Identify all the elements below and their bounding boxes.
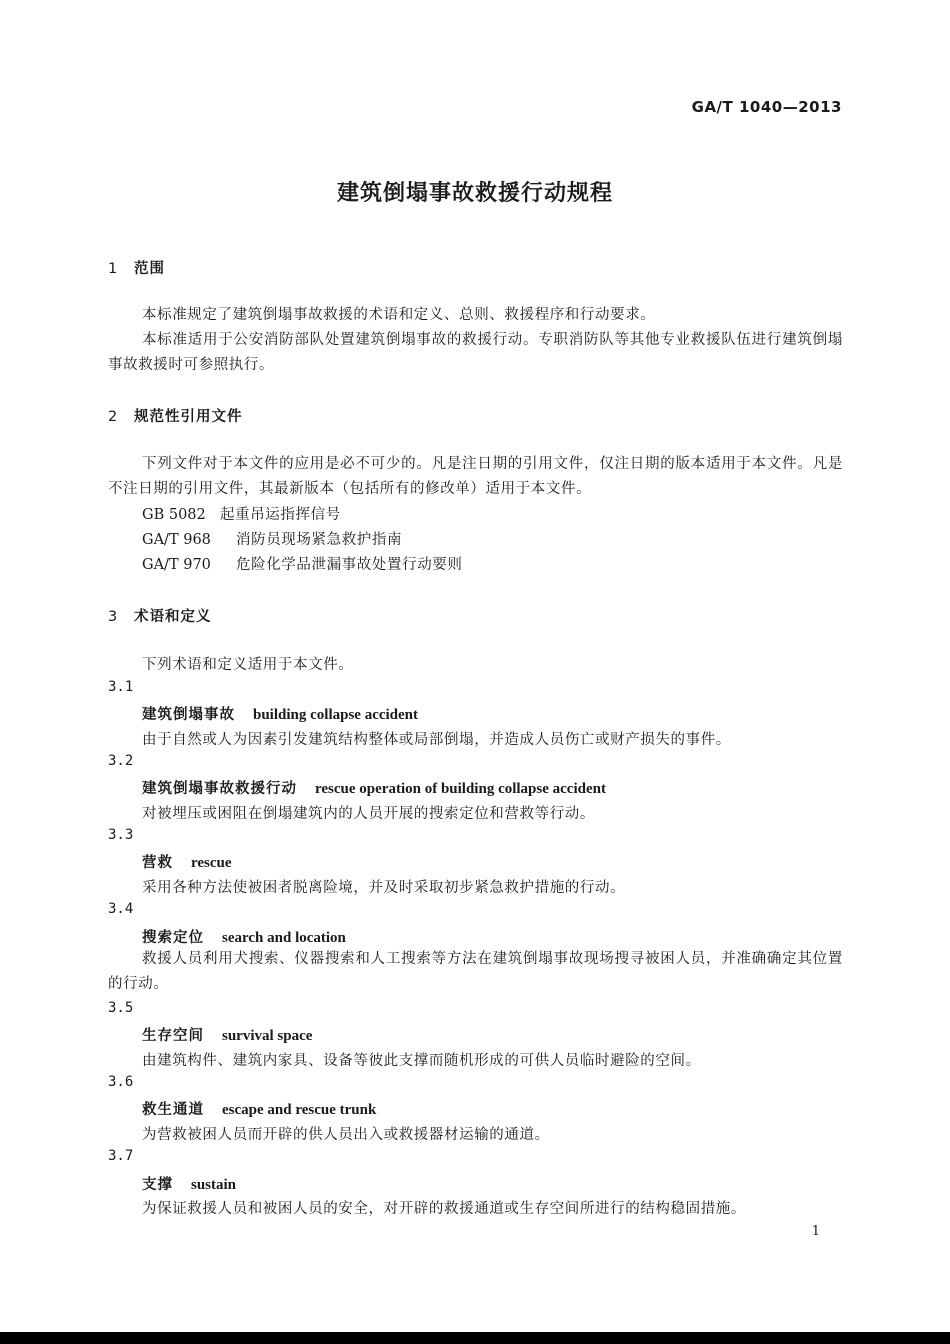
reference-item	[142, 503, 341, 524]
term-heading	[142, 777, 606, 798]
term-definition: 为营救被困人员而开辟的供人员出入或救援器材运输的通道。	[142, 1127, 550, 1143]
term-definition: 由建筑构件、建筑内家具、设备等彼此支撑而随机形成的可供人员临时避险的空间。	[142, 1053, 701, 1069]
term-english: building collapse accident	[253, 707, 419, 723]
term-heading	[142, 703, 418, 724]
term-chinese: 营救	[142, 855, 173, 871]
term-chinese: 建筑倒塌事故救援行动	[142, 781, 297, 797]
section-3-intro: 下列术语和定义适用于本文件。	[142, 657, 354, 673]
term-english: escape and rescue trunk	[222, 1102, 377, 1118]
term-chinese: 建筑倒塌事故	[142, 707, 235, 723]
term-number: 3.2	[108, 753, 134, 769]
term-number: 3.1	[108, 679, 134, 695]
reference-code: GB 5082	[142, 507, 206, 523]
section-number: 1	[108, 261, 119, 277]
section-number: 3	[108, 609, 119, 625]
term-english: survival space	[222, 1028, 313, 1044]
term-heading	[142, 1024, 312, 1045]
section-1-heading	[108, 257, 165, 278]
section-number: 2	[108, 409, 119, 425]
section-2-intro: 下列文件对于本文件的应用是必不可少的。凡是注日期的引用文件，仅注日期的版本适用于本文件。凡是不注日期的引用文件，其最新版本（包括所有的修改单）适用于本文件。	[108, 456, 843, 497]
term-heading	[142, 926, 346, 947]
term-chinese: 救生通道	[142, 1102, 204, 1118]
reference-code: GA/T 968	[142, 532, 211, 548]
term-definition: 采用各种方法使被困者脱离险境，并及时采取初步紧急救护措施的行动。	[142, 880, 626, 896]
term-heading	[142, 1098, 376, 1119]
term-number: 3.4	[108, 901, 134, 917]
term-english: rescue operation of building collapse accident	[315, 781, 606, 797]
term-english: sustain	[191, 1177, 237, 1193]
term-heading	[142, 1173, 236, 1194]
section-title: 术语和定义	[134, 609, 212, 625]
term-number: 3.7	[108, 1148, 134, 1164]
section-title: 范围	[134, 261, 165, 277]
term-english: rescue	[191, 855, 232, 871]
term-chinese: 生存空间	[142, 1028, 204, 1044]
reference-name: 危险化学品泄漏事故处置行动要则	[236, 557, 463, 573]
term-chinese: 支撑	[142, 1177, 173, 1193]
reference-name: 消防员现场紧急救护指南	[236, 532, 403, 548]
reference-item	[142, 553, 463, 574]
section-1-paragraph-1: 本标准规定了建筑倒塌事故救援的术语和定义、总则、救援程序和行动要求。	[142, 307, 656, 323]
term-definition: 为保证救援人员和被困人员的安全，对开辟的救援通道或生存空间所进行的结构稳固措施。	[142, 1201, 746, 1217]
term-definition: 救援人员利用犬搜索、仪器搜索和人工搜索等方法在建筑倒塌事故现场搜寻被困人员，并准确确定其位置的行动。	[108, 951, 843, 992]
section-title: 规范性引用文件	[134, 409, 243, 425]
reference-code: GA/T 970	[142, 557, 211, 573]
term-definition: 由于自然或人为因素引发建筑结构整体或局部倒塌，并造成人员伤亡或财产损失的事件。	[142, 732, 731, 748]
document-title: 建筑倒塌事故救援行动规程	[336, 181, 613, 206]
term-definition: 对被埋压或困阻在倒塌建筑内的人员开展的搜索定位和营救等行动。	[142, 806, 595, 822]
section-1-paragraph-2: 本标准适用于公安消防部队处置建筑倒塌事故的救援行动。专职消防队等其他专业救援队伍进行建筑倒塌事故救援时可参照执行。	[108, 332, 843, 373]
page-number: 1	[811, 1224, 820, 1239]
term-heading	[142, 851, 232, 872]
bottom-border	[0, 1332, 950, 1344]
term-number: 3.3	[108, 827, 134, 843]
term-number: 3.5	[108, 1000, 134, 1016]
reference-name: 起重吊运指挥信号	[220, 507, 341, 523]
section-3-heading	[108, 605, 212, 626]
term-number: 3.6	[108, 1074, 134, 1090]
term-english: search and location	[222, 930, 346, 946]
term-chinese: 搜索定位	[142, 930, 204, 946]
reference-item	[142, 528, 402, 549]
section-2-heading	[108, 405, 243, 426]
standard-code: GA/T 1040—2013	[691, 98, 842, 116]
